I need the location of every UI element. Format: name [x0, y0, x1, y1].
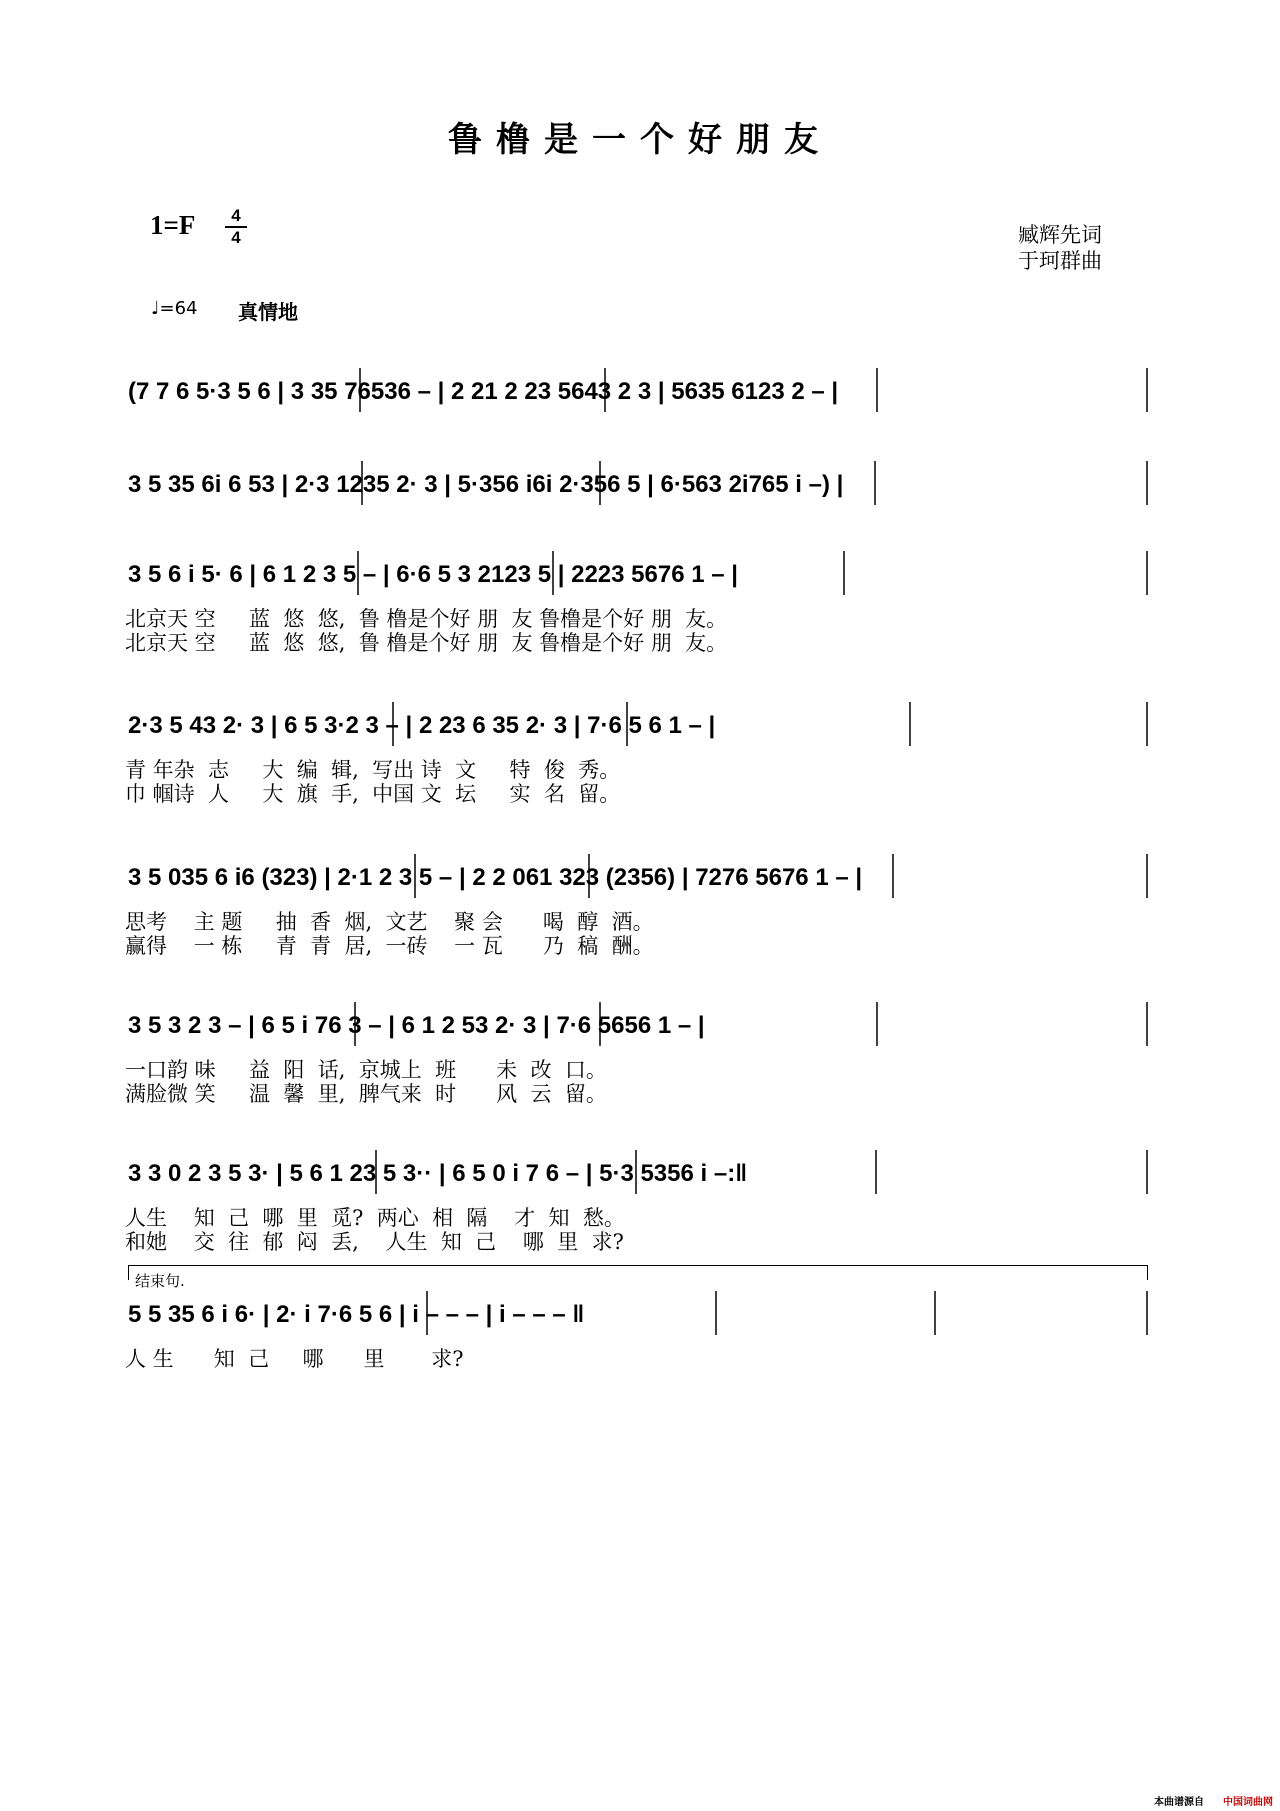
lyric-line: 赢得 一 栋 青 青 居, 一砖 一 瓦 乃 稿 酬。 [125, 934, 654, 958]
lyric-line: 和她 交 往 郁 闷 丢, 人生 知 己 哪 里 求? [125, 1230, 624, 1254]
ending-label: 结束句. [135, 1272, 185, 1290]
lyric-line: 北京天 空 蓝 悠 悠, 鲁 橹是个好 朋 友 鲁橹是个好 朋 友。 [125, 607, 728, 631]
notation-line: 5 5 35 6 i 6· | 2· i 7·6 5 6 | i – – – | i – – – ‖ [128, 1301, 585, 1328]
lyric-line: 青 年杂 志 大 编 辑, 写出 诗 文 特 俊 秀。 [125, 758, 621, 782]
lyric-line: 人生 知 己 哪 里 觅? 两心 相 隔 才 知 愁。 [125, 1206, 625, 1230]
notation-line: 3 5 35 6i 6 53 | 2·3 1235 2· 3 | 5·356 i6i 2·356 5 | 6·563 2i765 i –) | [128, 471, 844, 498]
notation-line: (7 7 6 5·3 5 6 | 3 35 76536 – | 2 21 2 23 5643 2 3 | 5635 6123 2 – | [128, 378, 839, 405]
lyric-line: 人 生 知 己 哪 里 求? [125, 1347, 464, 1371]
lyricist: 臧辉先词 [1018, 223, 1102, 247]
footer-source-text: 本曲谱源自 [1154, 1797, 1204, 1808]
key-signature: 1=F [150, 210, 196, 240]
lyric-line: 思考 主 题 抽 香 烟, 文艺 聚 会 喝 醇 酒。 [125, 910, 654, 934]
lyric-line: 一口韵 味 益 阳 话, 京城上 班 未 改 口。 [125, 1058, 607, 1082]
song-title: 鲁橹是一个好朋友 [448, 120, 832, 160]
notation-line: 3 5 3 2 3 – | 6 5 i 76 3 – | 6 1 2 53 2· 3 | 7·6 5656 1 – | [128, 1012, 705, 1039]
bar-lines [0, 852, 1280, 902]
notation-line: 3 5 6 i 5· 6 | 6 1 2 3 5 – | 6·6 5 3 2123 5 | 2223 5676 1 – | [128, 561, 738, 588]
notation-line: 3 5 035 6 i6 (323) | 2·1 2 3 5 – | 2 2 061 323 (2356) | 7276 5676 1 – | [128, 864, 863, 891]
bar-lines [0, 700, 1280, 750]
lyric-line: 北京天 空 蓝 悠 悠, 鲁 橹是个好 朋 友 鲁橹是个好 朋 友。 [125, 631, 728, 655]
bar-lines [0, 549, 1280, 599]
bar-lines [0, 1148, 1280, 1198]
lyric-line: 满脸微 笑 温 馨 里, 脾气来 时 风 云 留。 [125, 1082, 607, 1106]
bar-lines [0, 1000, 1280, 1050]
footer-source-site: 中国词曲网 [1223, 1797, 1273, 1808]
notation-line: 3 3 0 2 3 5 3· | 5 6 1 23 5 3·· | 6 5 0 i 7 6 – | 5·3 5356 i –:‖ [128, 1160, 748, 1187]
notation-line: 2·3 5 43 2· 3 | 6 5 3·2 3 – | 2 23 6 35 2· 3 | 7·6 5 6 1 – | [128, 712, 716, 739]
time-denominator: 4 [231, 228, 241, 247]
tempo-marking: ♩=64 [151, 298, 198, 319]
time-numerator: 4 [231, 206, 241, 225]
bar-lines [0, 1289, 1280, 1339]
bar-lines [0, 366, 1280, 416]
lyric-line: 巾 帼诗 人 大 旗 手, 中国 文 坛 实 名 留。 [125, 782, 621, 806]
bar-lines [0, 459, 1280, 509]
ending-bracket [128, 1265, 1148, 1280]
credits [1018, 222, 1102, 274]
time-signature [225, 207, 247, 247]
expression-marking: 真情地 [238, 300, 298, 324]
composer: 于珂群曲 [1018, 249, 1102, 273]
